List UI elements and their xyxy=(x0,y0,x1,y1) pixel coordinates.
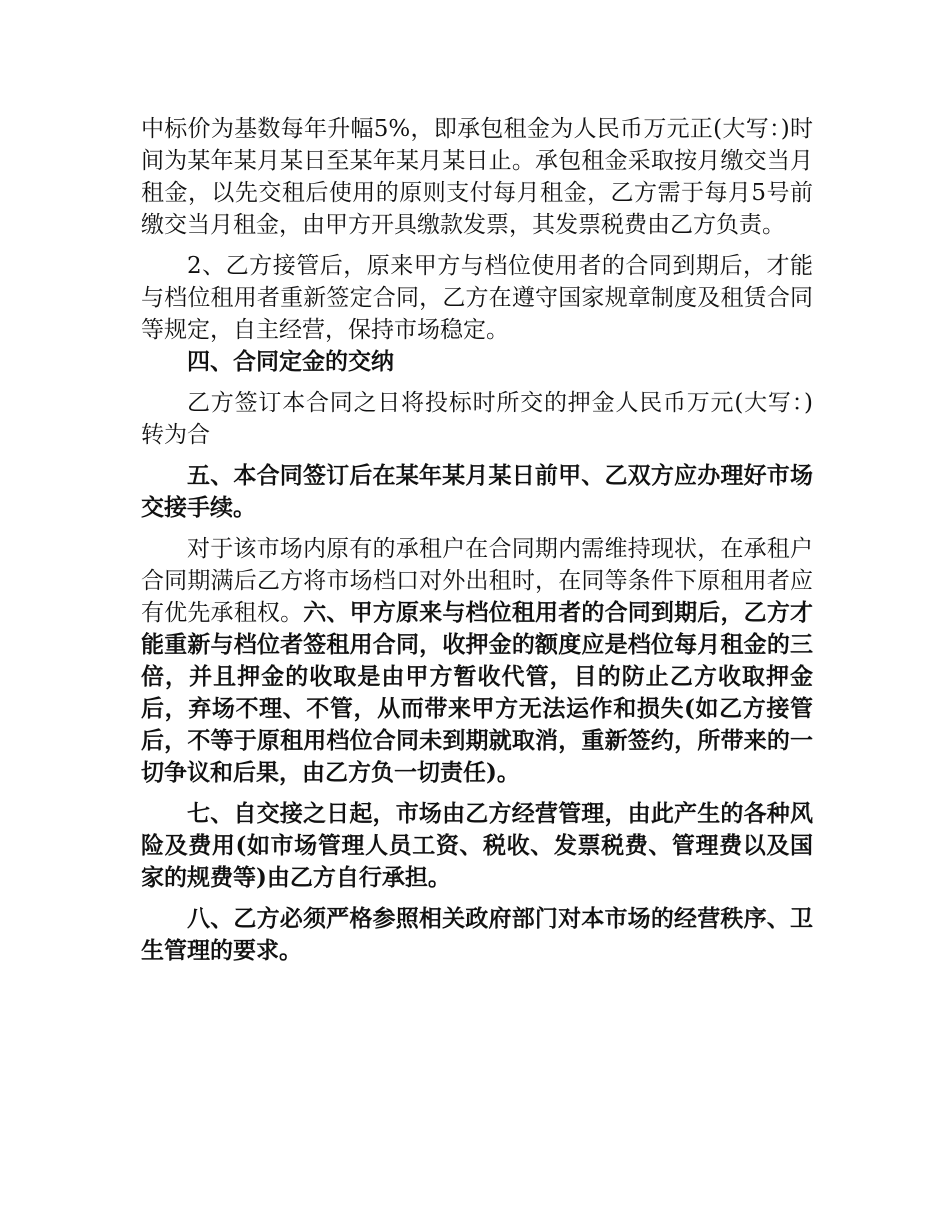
document-body xyxy=(141,113,813,967)
paragraph-tenants xyxy=(141,533,813,789)
clause-six-text: 六、甲方原来与档位租用者的合同到期后，乙方才能重新与档位者签租用合同，收押金的额度应是档位每月租金的三倍，并且押金的收取是由甲方暂收代管，目的防止乙方收取押金后，弃场不理、不管，从而带来甲方无法运作和损失(如乙方接管后，不等于原租用档位合同未到期就取消，重新签约，所带来的一切争议和后果，由乙方负一切责任)。 xyxy=(141,599,814,786)
clause-seven: 七、自交接之日起，市场由乙方经营管理，由此产生的各种风险及费用(如市场管理人员工资、税收、发票税费、管理费以及国家的规费等)由乙方自行承担。 xyxy=(141,800,813,891)
paragraph-tenants-text: 对于该市场内原有的承租户在合同期内需维持现状，在承租户合同期满后乙方将市场档口对外出租时，在同等条件下原租用者应有优先承租权。 xyxy=(141,536,813,626)
heading-handover: 五、本合同签订后在某年某月某日前甲、乙双方应办理好市场交接手续。 xyxy=(141,462,813,521)
paragraph-deposit: 乙方签订本合同之日将投标时所交的押金人民币万元(大写：)转为合 xyxy=(141,390,813,448)
paragraph-rent-terms: 中标价为基数每年升幅5%，即承包租金为人民币万元正(大写：)时间为某年某月某日至某年某月某日止。承包租金采取按月缴交当月租金，以先交租后使用的原则支付每月租金，乙方需于每月5号前缴交当月租金，由甲方开具缴款发票，其发票税费由乙方负责。 xyxy=(141,116,813,238)
paragraph-takeover-contracts: 2、乙方接管后，原来甲方与档位使用者的合同到期后，才能与档位租用者重新签定合同，乙方在遵守国家规章制度及租赁合同等规定，自主经营，保持市场稳定。 xyxy=(141,253,813,343)
heading-deposit: 四、合同定金的交纳 xyxy=(187,348,394,375)
clause-eight: 八、乙方必须严格参照相关政府部门对本市场的经营秩序、卫生管理的要求。 xyxy=(141,905,813,964)
